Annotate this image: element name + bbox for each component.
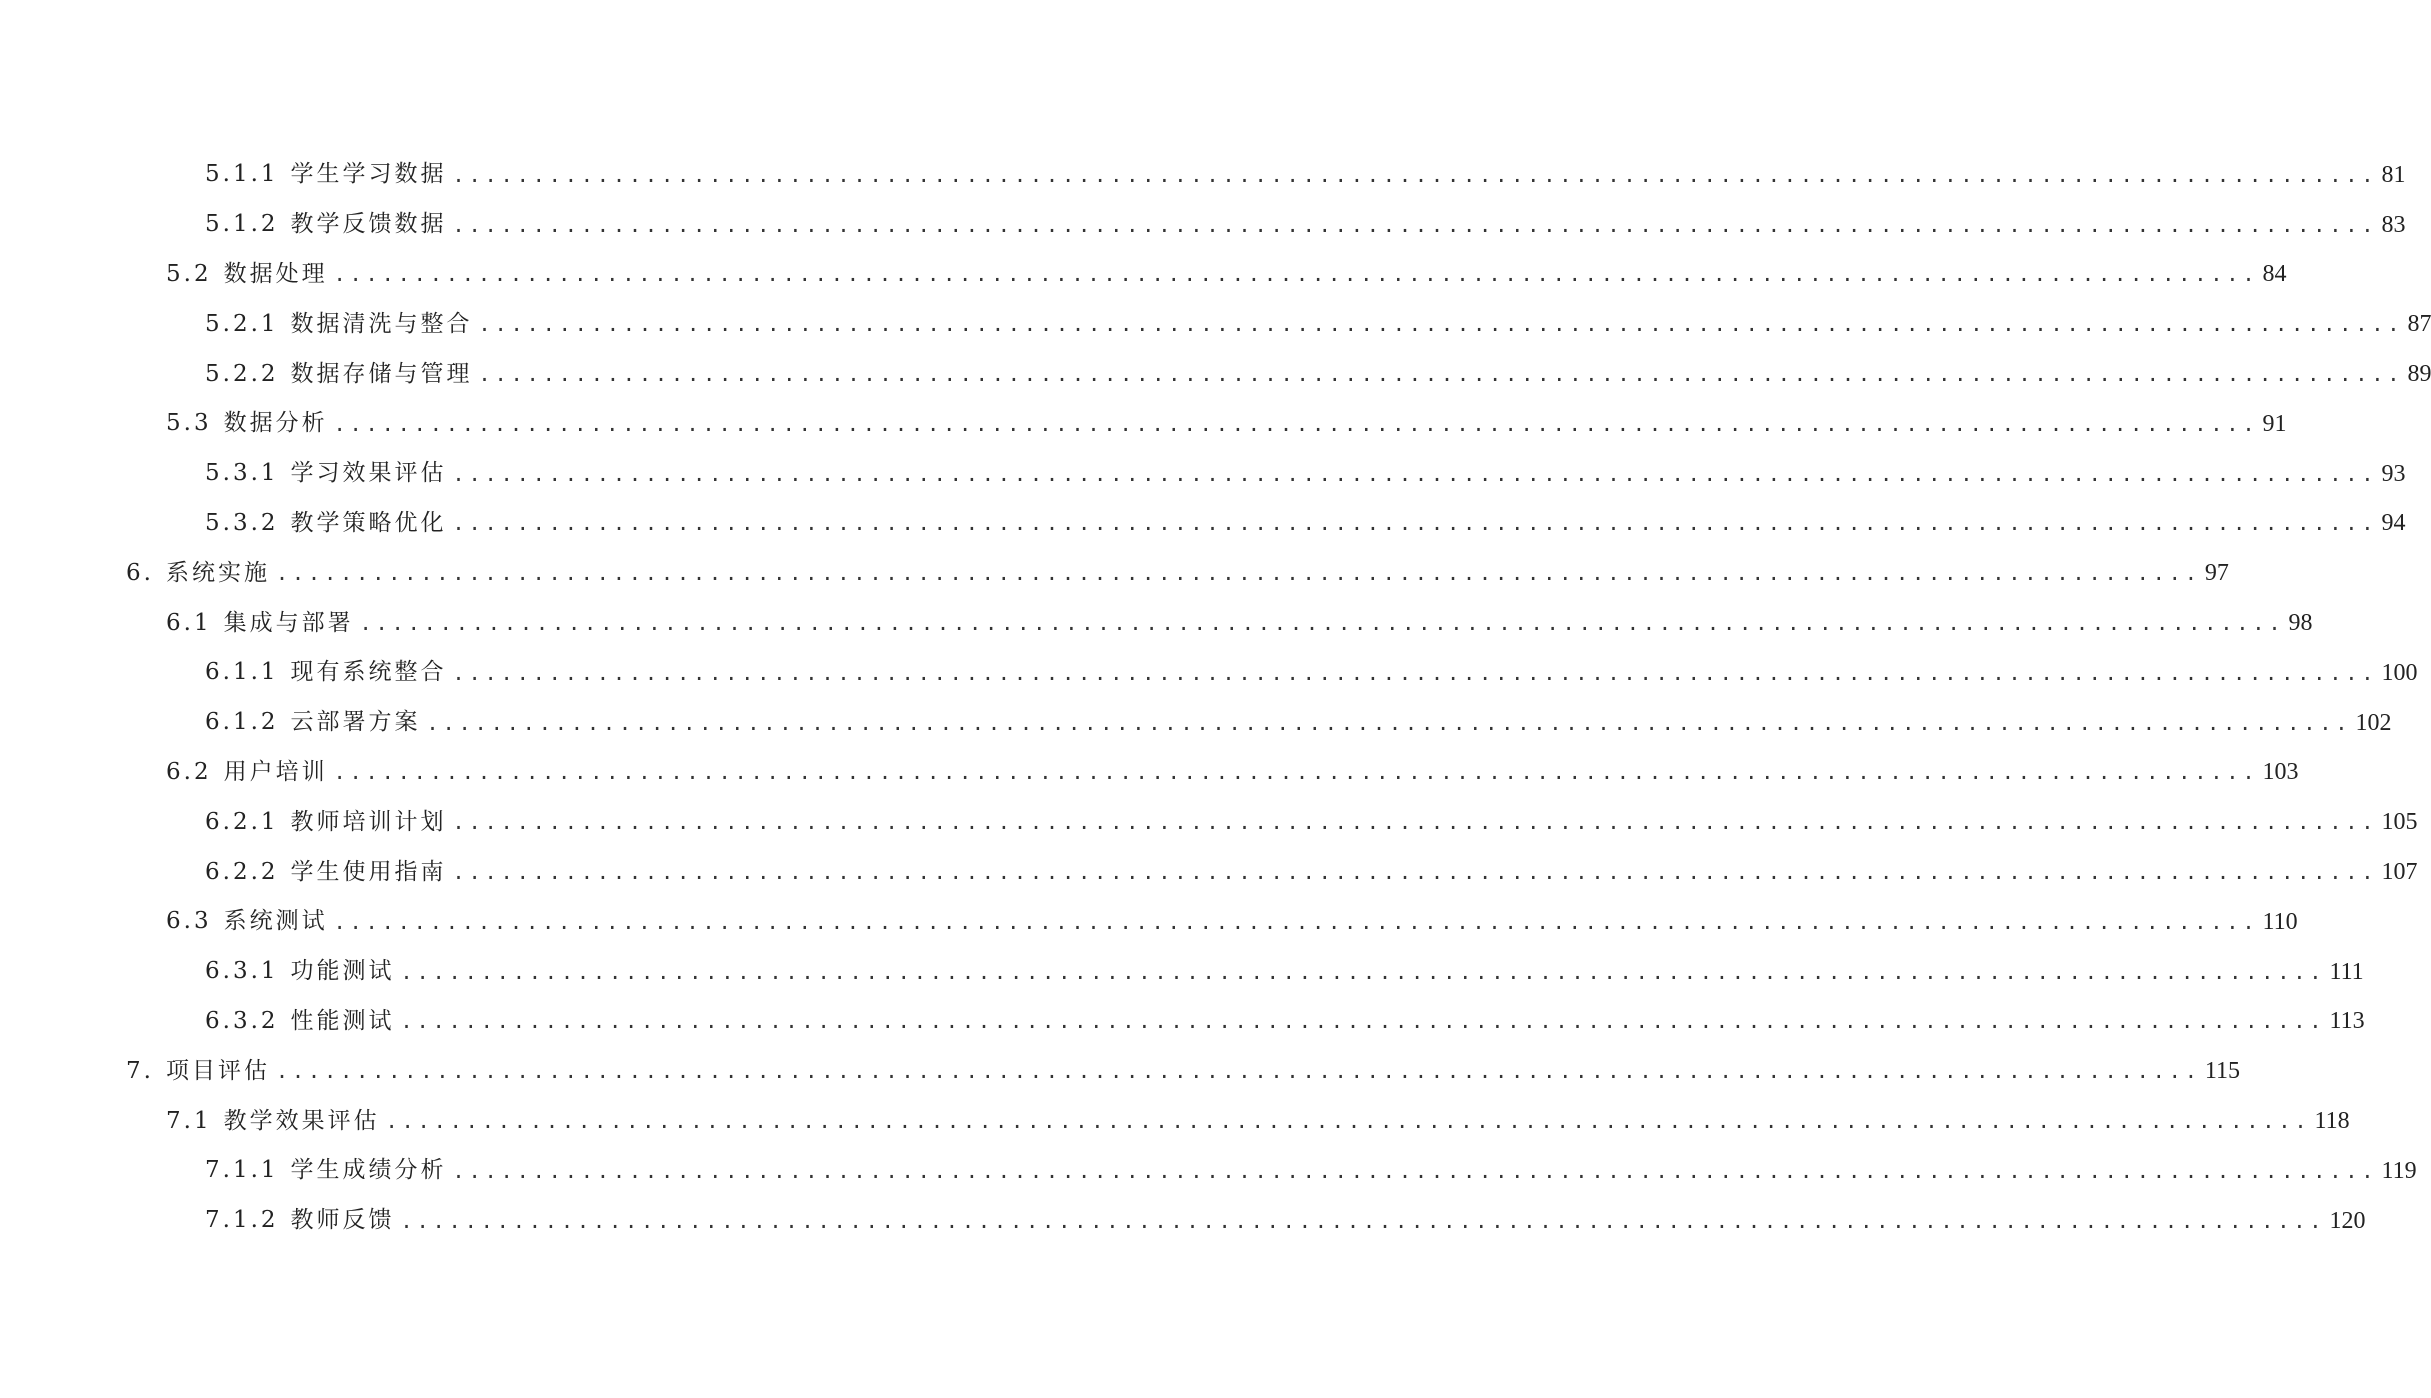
toc-entry-page-number: 97 xyxy=(2204,560,2229,587)
toc-entry-label xyxy=(205,661,447,684)
toc-entry-number: 5.1.1 xyxy=(205,161,279,188)
toc-entry[interactable] xyxy=(0,698,2392,748)
toc-entry[interactable] xyxy=(0,150,2406,200)
toc-entry-label xyxy=(166,1107,380,1134)
toc-leader-dots: ........................................................................................................................ xyxy=(359,611,2285,636)
toc-leader-dots: ........................................................................................................................ xyxy=(452,660,2378,685)
toc-entry-title: 功能测试 xyxy=(290,958,395,985)
toc-entry-label xyxy=(205,163,447,186)
toc-entry-title: 教学反馈数据 xyxy=(290,211,447,238)
toc-entry-number: 5.2.2 xyxy=(205,360,279,387)
toc-entry[interactable] xyxy=(0,997,2365,1047)
toc-entry[interactable] xyxy=(0,1096,2350,1146)
toc-entry[interactable] xyxy=(0,797,2418,847)
toc-entry-title: 学习效果评估 xyxy=(290,460,447,487)
toc-entry-page-number: 93 xyxy=(2381,460,2406,487)
toc-leader-dots: ........................................................................................................................ xyxy=(275,1059,2201,1084)
toc-entry-label xyxy=(205,360,473,387)
toc-entry[interactable] xyxy=(0,449,2406,499)
toc-entry-title: 集成与部署 xyxy=(223,609,354,636)
toc-entry-page-number: 111 xyxy=(2329,958,2364,985)
toc-entry-page-number: 120 xyxy=(2329,1207,2366,1234)
toc-entry[interactable] xyxy=(0,897,2298,947)
toc-entry[interactable] xyxy=(0,200,2406,250)
toc-entry-title: 用户培训 xyxy=(223,758,328,785)
toc-entry-page-number: 110 xyxy=(2262,908,2298,935)
toc-entry-number: 6.3 xyxy=(166,908,212,935)
toc-entry-title: 教师培训计划 xyxy=(290,808,447,835)
toc-entry-title: 数据分析 xyxy=(223,410,328,437)
toc-leader-dots: ........................................................................................................................ xyxy=(426,710,2352,735)
toc-entry[interactable] xyxy=(0,847,2418,897)
toc-entry-number: 6.3.1 xyxy=(205,958,279,985)
toc-entry-label xyxy=(205,1007,395,1034)
toc-entry-page-number: 115 xyxy=(2204,1058,2240,1085)
toc-entry-label xyxy=(205,213,447,236)
toc-entry[interactable] xyxy=(0,299,2431,349)
toc-entry[interactable] xyxy=(0,499,2406,549)
toc-entry[interactable] xyxy=(0,349,2431,399)
toc-leader-dots: ........................................................................................................................ xyxy=(452,162,2378,187)
toc-entry[interactable] xyxy=(0,1046,2240,1096)
toc-entry-number: 7. xyxy=(126,1057,154,1084)
toc-entry[interactable] xyxy=(0,1196,2366,1246)
toc-entry-page-number: 84 xyxy=(2262,261,2287,288)
toc-entry[interactable] xyxy=(0,947,2364,997)
toc-leader-dots: ........................................................................................................................ xyxy=(452,1158,2378,1183)
toc-entry-title: 系统测试 xyxy=(223,908,328,935)
toc-entry-label xyxy=(166,260,328,287)
toc-entry[interactable] xyxy=(0,548,2229,598)
toc-entry-title: 教师反馈 xyxy=(290,1207,395,1234)
toc-entry[interactable] xyxy=(0,250,2287,300)
toc-leader-dots: ........................................................................................................................ xyxy=(400,1009,2326,1034)
toc-entry[interactable] xyxy=(0,598,2313,648)
table-of-contents xyxy=(0,150,2431,1246)
toc-leader-dots: ........................................................................................................................ xyxy=(452,860,2378,885)
toc-leader-dots: ........................................................................................................................ xyxy=(333,760,2259,785)
toc-entry-page-number: 102 xyxy=(2355,709,2392,736)
toc-entry-number: 6.2.2 xyxy=(205,858,279,885)
toc-entry-title: 学生成绩分析 xyxy=(290,1157,447,1184)
toc-entry-number: 5.2 xyxy=(166,260,212,287)
toc-entry-title: 教学策略优化 xyxy=(290,509,447,536)
toc-entry-title: 项目评估 xyxy=(165,1057,270,1084)
toc-leader-dots: ........................................................................................................................ xyxy=(478,312,2404,337)
toc-leader-dots: ........................................................................................................................ xyxy=(478,362,2404,387)
toc-entry-label xyxy=(205,1159,447,1182)
toc-entry-title: 数据存储与管理 xyxy=(290,360,473,387)
toc-entry-number: 6.1.1 xyxy=(205,659,279,686)
toc-leader-dots: ........................................................................................................................ xyxy=(333,909,2259,934)
toc-leader-dots: ........................................................................................................................ xyxy=(452,461,2378,486)
toc-entry-title: 性能测试 xyxy=(290,1007,395,1034)
toc-entry-label xyxy=(205,509,447,536)
toc-entry-page-number: 81 xyxy=(2381,161,2406,188)
toc-entry-title: 教学效果评估 xyxy=(223,1107,380,1134)
toc-entry-number: 6.2.1 xyxy=(205,808,279,835)
toc-entry-label xyxy=(126,559,270,586)
toc-entry-page-number: 119 xyxy=(2381,1157,2417,1184)
toc-entry-page-number: 113 xyxy=(2329,1008,2365,1035)
toc-leader-dots: ........................................................................................................................ xyxy=(333,262,2259,287)
toc-entry-number: 6.1.2 xyxy=(205,709,279,736)
toc-entry-number: 6.3.2 xyxy=(205,1007,279,1034)
toc-entry-label xyxy=(126,1057,270,1084)
toc-entry[interactable] xyxy=(0,648,2418,698)
toc-leader-dots: ........................................................................................................................ xyxy=(452,212,2378,237)
toc-entry-title: 系统实施 xyxy=(165,559,270,586)
toc-entry-page-number: 94 xyxy=(2381,510,2406,537)
toc-entry-number: 6.2 xyxy=(166,758,212,785)
toc-entry-title: 现有系统整合 xyxy=(290,659,447,686)
toc-leader-dots: ........................................................................................................................ xyxy=(400,1208,2326,1233)
toc-leader-dots: ........................................................................................................................ xyxy=(452,810,2378,835)
toc-entry-title: 学生使用指南 xyxy=(290,858,447,885)
toc-entry-number: 6. xyxy=(126,559,154,586)
toc-leader-dots: ........................................................................................................................ xyxy=(400,959,2326,984)
toc-entry-page-number: 103 xyxy=(2262,759,2299,786)
toc-entry-number: 5.3.1 xyxy=(205,460,279,487)
toc-entry-number: 5.3.2 xyxy=(205,509,279,536)
toc-entry[interactable] xyxy=(0,748,2299,798)
toc-entry-title: 数据清洗与整合 xyxy=(290,310,473,337)
toc-leader-dots: ........................................................................................................................ xyxy=(333,411,2259,436)
toc-leader-dots: ........................................................................................................................ xyxy=(275,561,2201,586)
toc-leader-dots: ........................................................................................................................ xyxy=(452,511,2378,536)
toc-entry-label xyxy=(166,910,328,933)
toc-entry-label xyxy=(205,858,447,885)
toc-entry-number: 7.1.2 xyxy=(205,1207,279,1234)
toc-entry-label xyxy=(166,758,328,785)
toc-entry-page-number: 83 xyxy=(2381,211,2406,238)
toc-entry-label xyxy=(205,808,447,835)
toc-entry-title: 数据处理 xyxy=(223,260,328,287)
toc-entry-label xyxy=(205,1209,395,1232)
toc-entry-page-number: 98 xyxy=(2288,610,2313,637)
toc-entry-label xyxy=(205,310,473,337)
toc-leader-dots: ........................................................................................................................ xyxy=(385,1109,2311,1134)
toc-entry[interactable] xyxy=(0,399,2287,449)
toc-entry-label xyxy=(205,711,421,734)
toc-entry-page-number: 105 xyxy=(2381,809,2418,836)
toc-entry-page-number: 118 xyxy=(2314,1108,2350,1135)
toc-entry-label xyxy=(205,960,395,983)
toc-entry-number: 5.1.2 xyxy=(205,211,279,238)
toc-entry-number: 7.1 xyxy=(166,1107,212,1134)
toc-entry-number: 7.1.1 xyxy=(205,1157,279,1184)
toc-entry-page-number: 87 xyxy=(2407,311,2431,338)
toc-entry-number: 5.3 xyxy=(166,410,212,437)
toc-entry-page-number: 100 xyxy=(2381,659,2418,686)
toc-entry-title: 云部署方案 xyxy=(290,709,421,736)
toc-entry-page-number: 89 xyxy=(2407,361,2431,388)
toc-entry[interactable] xyxy=(0,1146,2417,1196)
toc-entry-page-number: 107 xyxy=(2381,859,2418,886)
toc-entry-label xyxy=(166,412,328,435)
toc-entry-page-number: 91 xyxy=(2262,410,2287,437)
toc-entry-number: 6.1 xyxy=(166,609,212,636)
toc-entry-label xyxy=(205,462,447,485)
toc-entry-label xyxy=(166,609,354,636)
toc-entry-title: 学生学习数据 xyxy=(290,161,447,188)
toc-entry-number: 5.2.1 xyxy=(205,310,279,337)
